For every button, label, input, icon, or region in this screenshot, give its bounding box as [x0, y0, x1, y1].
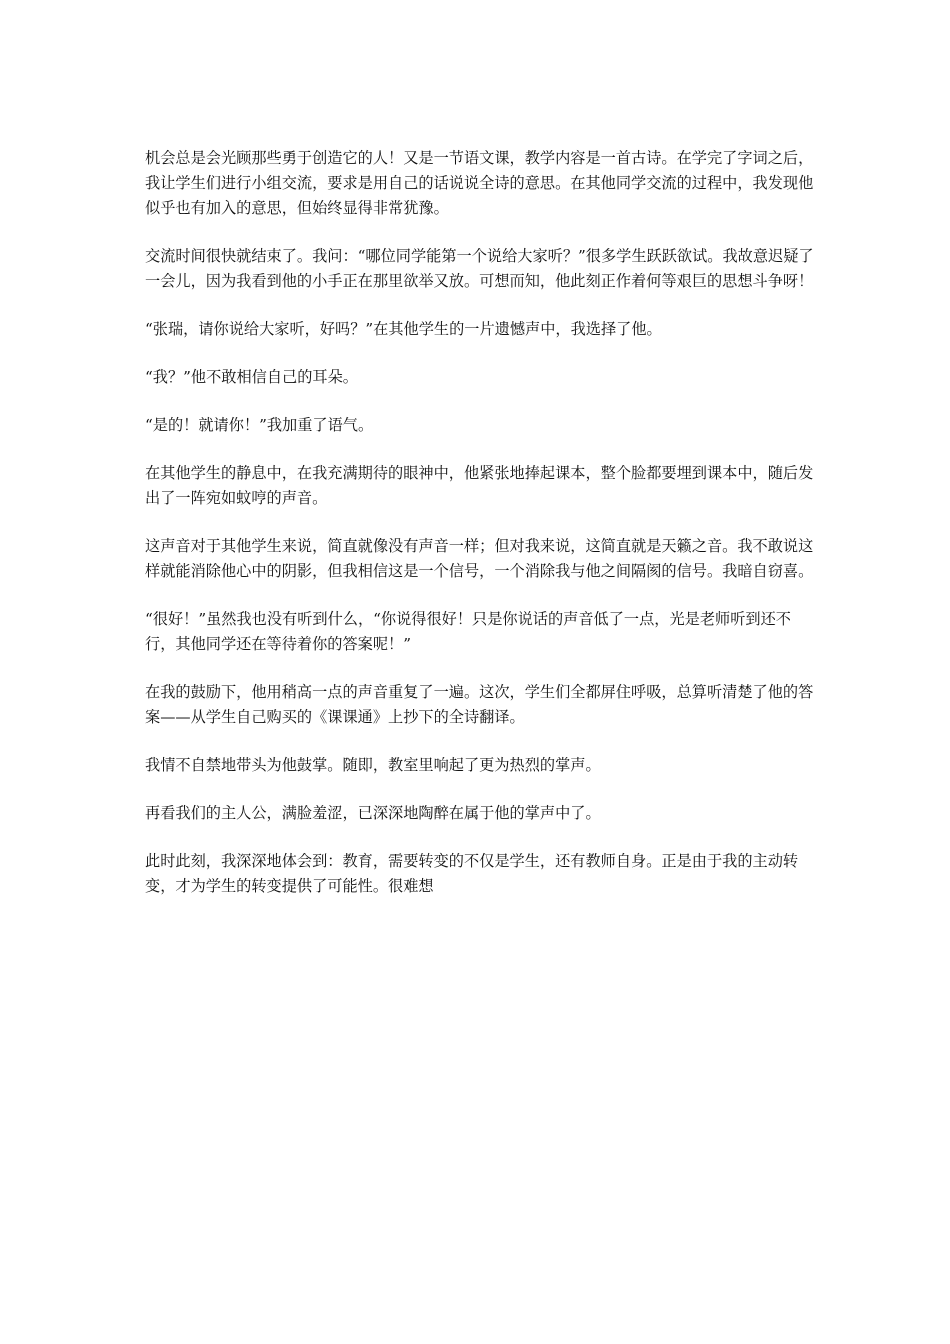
- paragraph-12: 此时此刻，我深深地体会到：教育，需要转变的不仅是学生，还有教师自身。正是由于我的主动转变，才为学生的转变提供了可能性。很难想: [145, 852, 799, 895]
- paragraph-2: 交流时间很快就结束了。我问：“哪位同学能第一个说给大家听？”很多学生跃跃欲试。我故意迟疑了一会儿，因为我看到他的小手正在那里欲举又放。可想而知，他此刻正作着何等艰巨的思想斗争呀！: [145, 247, 814, 290]
- paragraph-11: 再看我们的主人公，满脸羞涩，已深深地陶醉在属于他的掌声中了。: [145, 804, 601, 822]
- paragraph-10: 我情不自禁地带头为他鼓掌。随即，教室里响起了更为热烈的掌声。: [145, 756, 601, 774]
- paragraph-5: “是的！就请你！”我加重了语气。: [145, 416, 374, 434]
- paragraph-6: 在其他学生的静息中，在我充满期待的眼神中，他紧张地捧起课本，整个脸都要埋到课本中，随后发出了一阵宛如蚊哼的声音。: [145, 464, 814, 507]
- paragraph-7: 这声音对于其他学生来说，简直就像没有声音一样；但对我来说，这简直就是天籁之音。我不敢说这样就能消除他心中的阴影，但我相信这是一个信号，一个消除我与他之间隔阂的信号。我暗自窃喜。: [145, 537, 814, 580]
- paragraph-1: 机会总是会光顾那些勇于创造它的人！又是一节语文课，教学内容是一首古诗。在学完了字词之后，我让学生们进行小组交流，要求是用自己的话说说全诗的意思。在其他同学交流的过程中，我发现他似乎也有加入的意思，但始终显得非常犹豫。: [145, 149, 814, 217]
- paragraph-9: 在我的鼓励下，他用稍高一点的声音重复了一遍。这次，学生们全都屏住呼吸，总算听清楚了他的答案——从学生自己购买的《课课通》上抄下的全诗翻译。: [145, 683, 814, 726]
- paragraph-3: “张瑞，请你说给大家听，好吗？”在其他学生的一片遗憾声中，我选择了他。: [145, 320, 662, 338]
- paragraph-8: “很好！”虽然我也没有听到什么，“你说得很好！只是你说话的声音低了一点，光是老师听到还不行，其他同学还在等待着你的答案呢！”: [145, 610, 791, 653]
- paragraph-4: “我？”他不敢相信自己的耳朵。: [145, 368, 358, 386]
- article-body: [145, 146, 817, 922]
